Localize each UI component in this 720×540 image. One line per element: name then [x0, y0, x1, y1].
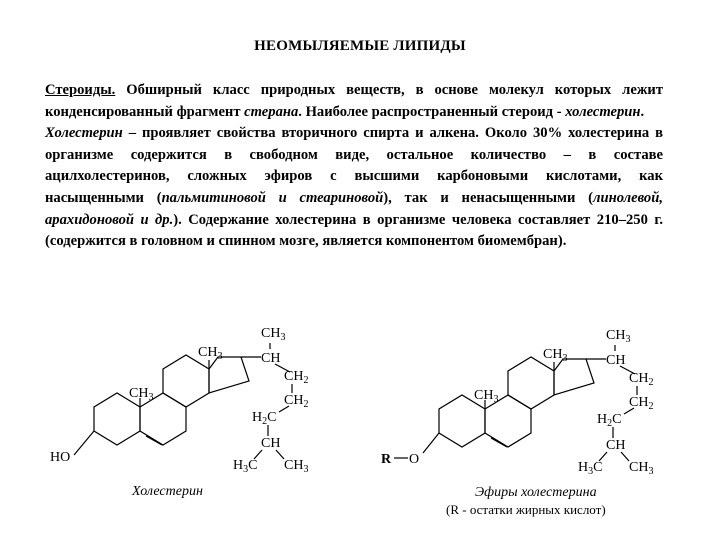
ch2-label	[629, 395, 653, 412]
subscript: 3	[588, 466, 594, 477]
term-cholesterol: холестерин	[565, 103, 641, 120]
ch2-label	[629, 371, 653, 388]
term-steroids: Стероиды.	[45, 82, 116, 98]
text-span: .	[640, 103, 645, 120]
subscript: 2	[262, 416, 268, 427]
subscript: 3	[493, 394, 499, 405]
h3c-label-text: H	[578, 460, 589, 475]
steroid-rings	[74, 343, 292, 459]
ch2-label-text: CH	[284, 393, 304, 408]
ch2-label	[284, 393, 308, 410]
ch3-label-text: CH	[629, 460, 649, 475]
ch-label: CH	[261, 351, 281, 366]
h3c-carbon: C	[593, 460, 603, 475]
subscript: 3	[648, 466, 654, 477]
h2c-label	[597, 412, 621, 429]
r-group-label: R	[381, 452, 392, 467]
caption-r-note: (R - остатки жирных кислот)	[446, 502, 606, 517]
ch3-label-text: CH	[129, 386, 149, 401]
caption-cholesterol: Холестерин	[132, 484, 203, 499]
term-sterane: стерана	[244, 103, 299, 120]
text-span: . Наиболее распространенный стероид -	[298, 103, 566, 120]
ch-label: CH	[606, 353, 626, 368]
subscript: 2	[648, 401, 654, 412]
h3c-label	[578, 460, 602, 477]
h3c-label-text: H	[233, 458, 244, 473]
caption-cholesterol-esters: Эфиры холестерина	[475, 485, 597, 500]
subscript: 3	[148, 392, 154, 403]
text-span: ), так и ненасыщенными (	[383, 189, 593, 206]
ch3-label-text: CH	[606, 328, 626, 343]
ch3-label-text: CH	[474, 388, 494, 403]
ch2-label-text: CH	[284, 369, 304, 384]
h2c-label	[252, 410, 276, 427]
h3c-label	[233, 458, 257, 475]
h2c-label-text: H	[252, 410, 263, 425]
term-saturated-acids: пальмитиновой и стеариновой	[161, 189, 384, 206]
ch3-label	[261, 326, 285, 343]
ch3-label	[129, 386, 153, 403]
term-unsaturated-acids: линолевой, арахидоновой и др.	[45, 189, 663, 228]
ch-label: CH	[261, 436, 281, 451]
subscript: 3	[562, 353, 568, 364]
h3c-carbon: C	[248, 458, 258, 473]
ch3-label-text: CH	[261, 326, 281, 341]
ch2-label	[284, 369, 308, 386]
subscript: 3	[217, 351, 223, 362]
ch3-label-text: CH	[543, 347, 563, 362]
subscript: 3	[303, 464, 309, 475]
term-cholesterol-heading: Холестерин	[45, 125, 123, 142]
ho-group-label: HO	[50, 450, 71, 465]
ch3-label	[474, 388, 498, 405]
h2c-label-text: H	[597, 412, 608, 427]
page-title: НЕОМЫЛЯЕМЫЕ ЛИПИДЫ	[254, 38, 466, 54]
text-span: Обширный класс природных веществ, в основе молекул которых лежит конденсированный фрагмент	[45, 82, 663, 120]
ch2-label-text: CH	[629, 395, 649, 410]
subscript: 2	[303, 399, 309, 410]
ch3-label-text: CH	[198, 345, 218, 360]
ch3-label	[629, 460, 653, 477]
subscript: 3	[243, 464, 249, 475]
h2c-carbon: C	[267, 410, 277, 425]
text-span: ). Содержание холестерина в организме человека составляет 210–250 г. (содержится в головном и спинном мозге, является компонентом биомембран).	[45, 211, 663, 250]
ester-oxygen-label: O	[409, 452, 420, 467]
subscript: 2	[303, 375, 309, 386]
h2c-carbon: C	[612, 412, 622, 427]
ch3-label	[606, 328, 630, 345]
ch2-label-text: CH	[629, 371, 649, 386]
ch3-label-text: CH	[284, 458, 304, 473]
cholesterol-structure	[50, 326, 308, 499]
ch3-label	[284, 458, 308, 475]
steroid-rings	[394, 345, 637, 461]
ch-label: CH	[606, 438, 626, 453]
text-span: – проявляет свойства вторичного спирта и алкена. Около 30% холестерина в организме содержится в свободном виде, остальное количество – в составе ацилхолестеринов, сложных эфиров с высшими карбоновыми кислотами, как насыщенными (	[45, 125, 663, 206]
subscript: 3	[280, 332, 286, 343]
ch3-label	[543, 347, 567, 364]
cholesterol-ester-structure	[381, 328, 653, 477]
subscript: 2	[648, 377, 654, 388]
ch3-label	[198, 345, 222, 362]
subscript: 2	[607, 418, 613, 429]
subscript: 3	[625, 334, 631, 345]
